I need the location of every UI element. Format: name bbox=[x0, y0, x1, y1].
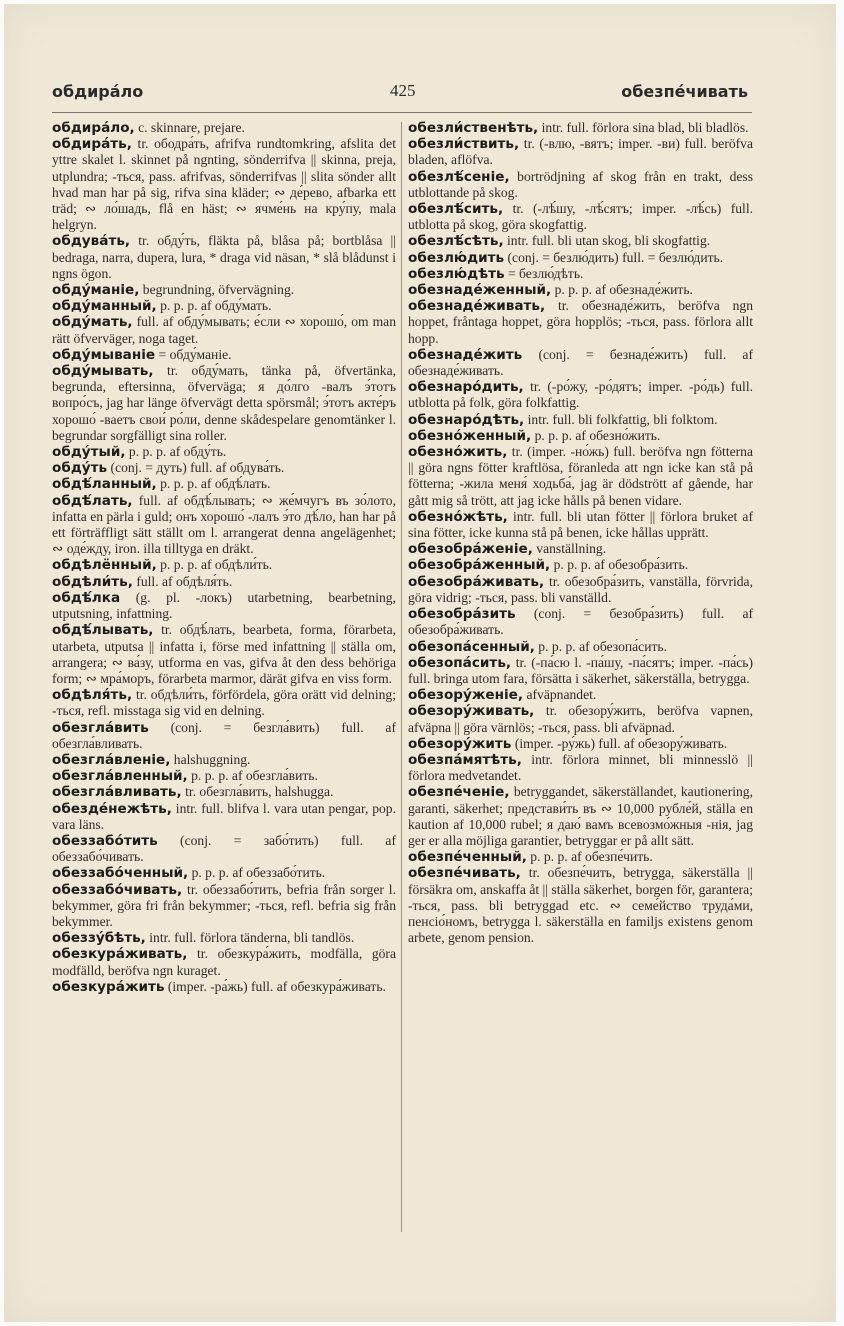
entry-headword: обдѣ́ланный, bbox=[52, 476, 157, 493]
entry-headword: обезобра́живать, bbox=[408, 573, 545, 590]
dictionary-entry bbox=[52, 590, 396, 622]
entry-headword: обду́ть bbox=[52, 460, 108, 477]
entry-definition: tr. (-влю, -вятъ; imper. -ви) full. beröfva bladen, aflöfva. bbox=[408, 136, 753, 168]
running-head-right: обезпе́чивать bbox=[621, 82, 748, 101]
entry-headword: обезлю́дить bbox=[408, 249, 505, 266]
dictionary-entry bbox=[408, 298, 753, 347]
entry-headword: обезли́ствить, bbox=[408, 136, 520, 153]
dictionary-entry bbox=[408, 557, 753, 573]
entry-definition: full. af обдѣля́ть. bbox=[132, 573, 233, 589]
entry-definition: full. af обду́мывать; е́сли ∾ хорошо́, om man rätt öfverväger, noga taget. bbox=[52, 314, 396, 346]
dictionary-entry bbox=[408, 687, 753, 703]
entry-headword: обдѣ́лка bbox=[52, 589, 121, 606]
dictionary-entry bbox=[52, 460, 396, 476]
entry-headword: обдѣлённый, bbox=[52, 557, 157, 574]
dictionary-entry bbox=[408, 120, 753, 136]
entry-definition: tr. (-па́сю l. -па́шу, -па́сятъ; imper. -па́сь) full. bringa utom fara, försätta i säkerhet, säkerställa, betrygga. bbox=[408, 654, 753, 686]
entry-headword: обезпе́ченный, bbox=[408, 849, 527, 866]
entry-headword: обдѣли́ть, bbox=[52, 573, 133, 590]
entry-definition: full. af обдѣ́лывать; ∾ же́мчугъ въ зо́лото, infatta en pärla i guld; онъ хорошо́ -лалъ э́то дѣ́ло, han har på ett förträffligt sätt ställt om l. arrangerat denna angelägenhet; ∾ оде́жду, iron. illa tilltyga en dräkt. bbox=[52, 492, 396, 557]
dictionary-entry bbox=[52, 444, 396, 460]
entry-definition: p. p. p. af обезно́жить. bbox=[531, 427, 661, 443]
entry-definition: p. p. p. af обезпе́чить. bbox=[526, 849, 653, 865]
entry-headword: обезору́женіе, bbox=[408, 687, 524, 704]
entry-definition: tr. обдѣли́ть, förfördela, göra orätt vid delning; -ться, refl. misstaga sig vid en delning. bbox=[52, 687, 396, 719]
entry-headword: обезопа́сить, bbox=[408, 654, 512, 671]
entry-definition: intr. full. bli folkfattig, bli folktom. bbox=[524, 411, 718, 427]
running-head-left: обдира́ло bbox=[52, 82, 144, 101]
dictionary-entry bbox=[408, 169, 753, 201]
entry-definition: begrundning, öfvervägning. bbox=[139, 282, 295, 298]
entry-definition: intr. full. blifva l. vara utan pengar, pop. vara läns. bbox=[52, 800, 396, 832]
entry-headword: обду́мать, bbox=[52, 314, 133, 331]
dictionary-entry bbox=[52, 557, 396, 573]
entry-definition: tr. обезору́жить, beröfva vapnen, afväpna || göra värnlös; -ться, pass. bli afväpnad. bbox=[408, 703, 753, 735]
entry-definition: p. p. p. af обдѣ́лать. bbox=[156, 476, 271, 492]
dictionary-entry bbox=[52, 752, 396, 768]
entry-definition: tr. обду́мать, tänka på, öfvertänka, begrunda, eftersinna, öfverväga; я до́лго -валъ э́тотъ вопро́съ, jag har länge öfvervägt detta spörsmål; э́тотъ акте́ръ хорошо́ -ваетъ свои́ ро́ли, denne skådespelare genomtänker l. begrundar sorgfälligt sina roller. bbox=[52, 363, 396, 443]
dictionary-page bbox=[4, 4, 836, 1322]
left-column bbox=[52, 120, 396, 995]
dictionary-entry bbox=[52, 120, 396, 136]
dictionary-entry bbox=[408, 574, 753, 606]
dictionary-entry bbox=[408, 250, 753, 266]
entry-headword: обезгла́вить bbox=[52, 719, 149, 736]
dictionary-entry bbox=[52, 687, 396, 719]
header-rule bbox=[52, 112, 752, 113]
dictionary-entry bbox=[408, 282, 753, 298]
entry-definition: p. p. p. af обеззабо́тить. bbox=[188, 865, 326, 881]
entry-definition: tr. обдѣ́лать, bearbeta, forma, förarbeta, utarbeta, utputsa || infatta i, förse med infattning || ställa om, arrangera; ∾ ва́зу, utforma en vas, gifva åt den dess behöriga form; ∾ мра́моръ, förarbeta marmor, därät gifva en viss form. bbox=[52, 622, 396, 686]
entry-definition: afväpnandet. bbox=[523, 687, 597, 703]
dictionary-entry bbox=[408, 428, 753, 444]
entry-definition: (g. pl. -локъ) utarbetning, bearbetning, utputsning, infattning. bbox=[52, 589, 396, 622]
entry-headword: обезгла́вленный, bbox=[52, 768, 188, 785]
entry-definition: tr. (-ро́жу, -ро́дятъ; imper. -ро́дь) full. utblotta på folk, göra folkfattig. bbox=[408, 379, 753, 411]
entry-headword: обеззабо́ченный, bbox=[52, 865, 189, 882]
dictionary-entry bbox=[408, 639, 753, 655]
dictionary-entry bbox=[52, 622, 396, 687]
entry-headword: обезопа́сенный, bbox=[408, 638, 535, 655]
entry-headword: обезно́женный, bbox=[408, 427, 532, 444]
dictionary-entry bbox=[408, 849, 753, 865]
entry-definition: = обду́маніе. bbox=[155, 346, 232, 362]
entry-headword: обезнаде́живать, bbox=[408, 298, 546, 315]
entry-definition: p. p. p. af обду́ть. bbox=[125, 444, 227, 460]
dictionary-entry bbox=[408, 379, 753, 411]
entry-definition: vanställning. bbox=[532, 541, 607, 557]
dictionary-entry bbox=[408, 736, 753, 752]
entry-headword: обду́маніе, bbox=[52, 282, 140, 299]
entry-headword: обезлю́дѣть bbox=[408, 265, 505, 282]
entry-headword: обдѣ́лывать, bbox=[52, 622, 154, 639]
entry-definition: p. p. p. af обезнаде́жить. bbox=[551, 282, 693, 298]
dictionary-entry bbox=[408, 865, 753, 946]
dictionary-entry bbox=[52, 768, 396, 784]
entry-definition: (imper. -ра́жь) full. af обезкура́живать. bbox=[164, 978, 386, 994]
entry-headword: обезнаде́женный, bbox=[408, 282, 552, 299]
dictionary-entry bbox=[52, 574, 396, 590]
entry-headword: обезнаро́дѣть, bbox=[408, 411, 525, 428]
entry-headword: обдира́ло, bbox=[52, 120, 135, 136]
entry-headword: обезлѣ́сить, bbox=[408, 201, 504, 218]
entry-headword: обеззабо́тить bbox=[52, 832, 158, 849]
dictionary-entry bbox=[52, 136, 396, 233]
column-divider bbox=[401, 122, 402, 1232]
entry-headword: обезобра́женный, bbox=[408, 557, 551, 574]
entry-headword: обезно́жѣть, bbox=[408, 508, 508, 525]
dictionary-entry bbox=[52, 833, 396, 865]
entry-definition: (conj. = безобра́зить) full. af обезобра́живать. bbox=[408, 606, 753, 638]
entry-headword: обезору́живать, bbox=[408, 703, 535, 720]
entry-definition: (conj. = безгла́вить) full. af обезгла́вливать. bbox=[52, 719, 396, 751]
entry-definition: halshuggning. bbox=[170, 751, 251, 767]
dictionary-entry bbox=[52, 979, 396, 995]
entry-headword: обезпе́чивать, bbox=[408, 865, 521, 882]
entry-headword: обезлѣ́сѣть, bbox=[408, 233, 504, 250]
entry-definition: intr. full. förlora tänderna, bli tandlös. bbox=[145, 930, 355, 946]
dictionary-entry bbox=[52, 347, 396, 363]
entry-headword: обдѣля́ть, bbox=[52, 687, 133, 704]
entry-definition: p. p. p. af обезобра́зить. bbox=[550, 557, 689, 573]
entry-headword: обезпе́ченіе, bbox=[408, 784, 510, 801]
dictionary-entry bbox=[408, 233, 753, 249]
entry-headword: обду́манный, bbox=[52, 298, 157, 315]
entry-definition: tr. обеззабо́тить, befria från sorger l. bekymmer, göra fri från bekymmer; -ться, refl. befria sig från bekymmer. bbox=[52, 881, 396, 929]
entry-definition: (conj. = безнаде́жить) full. af обезнаде́живать. bbox=[408, 346, 753, 379]
entry-headword: обдѣ́лать, bbox=[52, 492, 133, 509]
dictionary-entry bbox=[408, 509, 753, 541]
entry-headword: обезобра́зить bbox=[408, 606, 516, 623]
entry-definition: bortrödjning af skog från en trakt, dess utblottande på skog. bbox=[408, 168, 753, 200]
entry-definition: (conj. = забо́тить) full. af обеззабо́чивать. bbox=[52, 832, 396, 865]
dictionary-entry bbox=[408, 266, 753, 282]
entry-definition: tr. ободра́ть, afrifva rundtomkring, afslita det yttre skalet l. skinnet på ngnting, sönderrifva || skinna, preja, utplundra; -ться, pass. afrifvas, sönderrifvas || slita sönder allt hvad man har på sig, rifva sina kläder; ∾ де́рево, afbarka ett träd; ∾ ло́шадь, flå en häst; ∾ ячме́нь на кру́пу, mala helgryn. bbox=[52, 136, 396, 233]
dictionary-entry bbox=[52, 946, 396, 978]
dictionary-entry bbox=[408, 201, 753, 233]
entry-definition: p. p. p. af обдѣли́ть. bbox=[156, 557, 273, 573]
dictionary-entry bbox=[52, 282, 396, 298]
entry-headword: обезгла́вливать, bbox=[52, 784, 182, 801]
entry-definition: tr. обезгла́вить, halshugga. bbox=[181, 784, 334, 800]
page-number: 425 bbox=[390, 81, 416, 100]
dictionary-entry bbox=[408, 444, 753, 509]
entry-headword: обдира́ть, bbox=[52, 136, 132, 153]
entry-definition: = безлю́дѣть. bbox=[504, 265, 584, 281]
right-column bbox=[408, 120, 753, 946]
dictionary-entry bbox=[408, 412, 753, 428]
dictionary-entry bbox=[52, 314, 396, 346]
entry-headword: обезно́жить, bbox=[408, 444, 508, 461]
entry-headword: обезобра́женіе, bbox=[408, 541, 533, 558]
dictionary-entry bbox=[408, 784, 753, 849]
dictionary-entry bbox=[52, 720, 396, 752]
dictionary-entry bbox=[52, 882, 396, 931]
entry-headword: обезнаде́жить bbox=[408, 346, 523, 363]
entry-definition: tr. (-лѣ́шу, -лѣ́сятъ; imper. -лѣ́сь) full. utblotta på skog, göra skogfattig. bbox=[408, 201, 753, 233]
entry-definition: p. p. p. af обезгла́вить. bbox=[187, 768, 318, 784]
entry-headword: обезгла́вленіе, bbox=[52, 751, 171, 768]
dictionary-entry bbox=[408, 752, 753, 784]
entry-definition: betryggandet, säkerställandet, kautionering, garanti, säkerhet; представи́ть въ ∾ 10,000 рубле́й, ställa en kaution af 10,000 rubel; я даю́ вамъ всевозмо́жныя -нія, jag ger er alla möjliga garantier, betryggar er på allt sätt. bbox=[408, 784, 753, 848]
entry-definition: tr. (imper. -но́жь) full. beröfva ngn fötterna || göra ngns fötter kraftlösa, föranleda att ngn icke kan stå på fötterna; -жила меня́ ходьба́, jag är dödstrött af gående, har gått mig så trött, att jag icke hålls på benen vidare. bbox=[408, 444, 753, 508]
entry-headword: обеззу́бѣть, bbox=[52, 930, 146, 947]
dictionary-entry bbox=[408, 541, 753, 557]
entry-headword: обезпа́мятѣть, bbox=[408, 751, 522, 768]
entry-definition: tr. обезнаде́жить, beröfva ngn hoppet, fråntaga hoppet, göra hopplös; -ться, pass. förlora allt hopp. bbox=[408, 298, 753, 346]
dictionary-entry bbox=[408, 703, 753, 735]
entry-definition: p. p. p. af обду́мать. bbox=[156, 298, 272, 314]
entry-headword: обезкура́жить bbox=[52, 978, 165, 995]
dictionary-entry bbox=[408, 347, 753, 379]
dictionary-entry bbox=[52, 784, 396, 800]
dictionary-entry bbox=[408, 655, 753, 687]
entry-headword: обезнаро́дить, bbox=[408, 379, 524, 396]
entry-definition: tr. обезобра́зить, vanställa, förvrida, göra vidrig; -ться, pass. bli vanställd. bbox=[408, 573, 753, 605]
entry-definition: c. skinnare, prejare. bbox=[134, 120, 245, 135]
entry-definition: (imper. -ру́жь) full. af обезору́живать. bbox=[511, 735, 728, 751]
entry-definition: intr. full. förlora sina blad, bli bladlös. bbox=[538, 120, 749, 135]
dictionary-entry bbox=[52, 865, 396, 881]
entry-headword: обду́тый, bbox=[52, 444, 126, 461]
dictionary-entry bbox=[408, 606, 753, 638]
entry-headword: обезору́жить bbox=[408, 735, 512, 752]
dictionary-entry bbox=[52, 363, 396, 444]
entry-definition: tr. обезпе́чить, betrygga, säkerställa || försäkra om, anskaffa åt || ställa säkerhet, borgen för, garantera; -ться, pass. bli betryggad etc. ∾ семе́йство труда́ми, пенсіо́номъ, betrygga l. säkerställa en familjs existens genom arbete, genom pension. bbox=[408, 865, 753, 946]
entry-headword: обду́мываніе bbox=[52, 346, 156, 363]
entry-headword: обезли́ственѣть, bbox=[408, 120, 539, 136]
entry-definition: (conj. = дуть) full. af обдува́ть. bbox=[107, 460, 285, 476]
dictionary-entry bbox=[52, 476, 396, 492]
entry-headword: обду́мывать, bbox=[52, 363, 154, 380]
dictionary-entry bbox=[52, 233, 396, 282]
entry-definition: intr. förlora minnet, bli minnesslö || förlora medvetandet. bbox=[408, 751, 753, 784]
entry-definition: intr. full. bli utan fötter || förlora bruket af sina fötter, icke kunna stå på benen, icke hållas upprätt. bbox=[408, 508, 753, 541]
entry-headword: обдува́ть, bbox=[52, 233, 131, 250]
entry-headword: обезлѣ́сеніе, bbox=[408, 168, 510, 185]
entry-definition: p. p. p. af обезопа́сить. bbox=[534, 638, 668, 654]
dictionary-entry bbox=[52, 493, 396, 558]
entry-definition: tr. обезкура́жить, modfälla, göra modfälld, beröfva ngn kuraget. bbox=[52, 946, 396, 978]
dictionary-entry bbox=[52, 801, 396, 833]
dictionary-entry bbox=[52, 298, 396, 314]
entry-headword: обезде́нежѣть, bbox=[52, 800, 172, 817]
dictionary-entry bbox=[52, 930, 396, 946]
entry-definition: (conj. = безлю́дить) full. = безлю́дить. bbox=[504, 249, 724, 265]
entry-definition: intr. full. bli utan skog, bli skogfattig. bbox=[503, 233, 711, 249]
entry-definition: tr. обду́ть, fläkta på, blåsa på; bortblåsa || bedraga, narra, dupera, lura, * draga vid näsan, * slå blådunst i ngns ögon. bbox=[52, 233, 396, 281]
dictionary-entry bbox=[408, 136, 753, 168]
entry-headword: обезкура́живать, bbox=[52, 946, 188, 963]
entry-headword: обеззабо́чивать, bbox=[52, 881, 183, 898]
